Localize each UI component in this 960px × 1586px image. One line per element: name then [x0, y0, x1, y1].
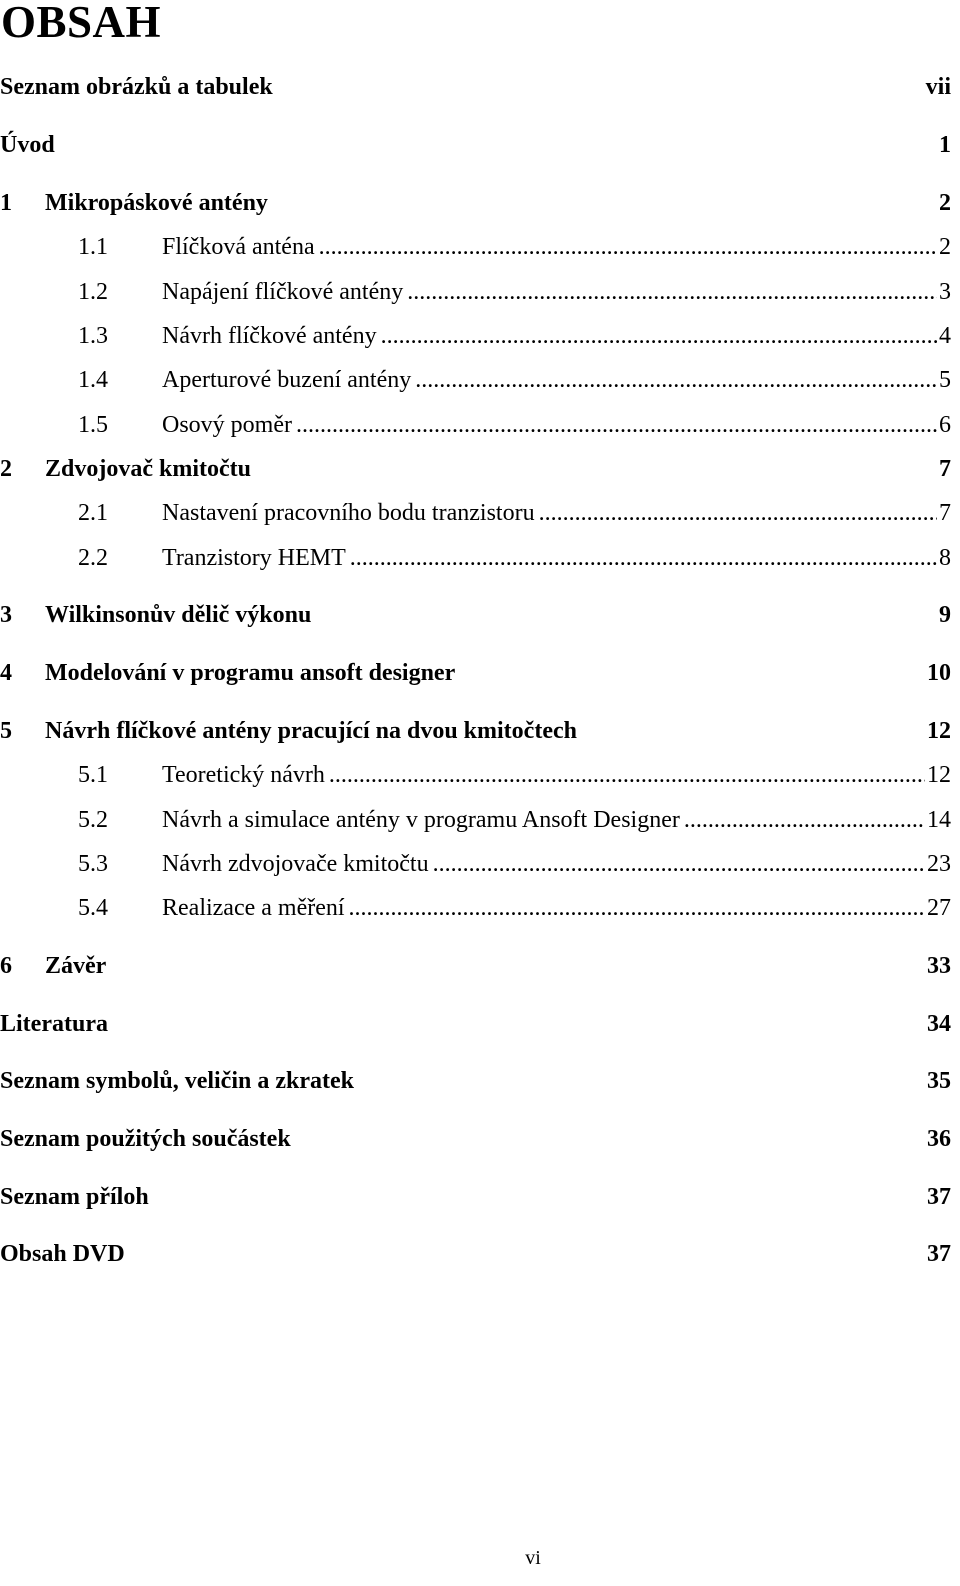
toc-chapter-entry: [0, 188, 951, 218]
toc-entry-title: Mikropáskové antény: [45, 190, 268, 216]
toc-entry-title: Wilkinsonův dělič výkonu: [45, 602, 312, 628]
toc-entry-title: Aperturové buzení antény: [162, 367, 412, 393]
toc-entry-title: Návrh flíčkové antény: [162, 323, 377, 349]
toc-entry-number: 5.1: [78, 762, 108, 788]
toc-chapter-entry: [0, 72, 951, 102]
toc-entry-page: 1: [939, 132, 951, 158]
toc-entry-page: 33: [927, 953, 951, 979]
toc-entry-title: Modelování v programu ansoft designer: [45, 660, 456, 686]
toc-entry-title: Realizace a měření: [162, 895, 345, 921]
toc-entry-page: 6: [939, 412, 951, 438]
toc-entry-title: Návrh a simulace antény v programu Ansoft Designer: [162, 807, 680, 833]
dot-leader: [381, 321, 937, 351]
toc-entry-title: Tranzistory HEMT: [162, 545, 346, 571]
toc-entry-page: vii: [925, 74, 951, 100]
toc-entry-page: 23: [927, 851, 951, 877]
toc-entry-title: Flíčková anténa: [162, 234, 315, 260]
dot-leader: [433, 849, 925, 879]
toc-entry-title: Seznam použitých součástek: [0, 1126, 291, 1152]
toc-chapter-entry: [0, 1182, 951, 1212]
toc-section-entry: [0, 277, 951, 307]
toc-entry-page: 37: [927, 1241, 951, 1267]
dot-leader: [539, 498, 937, 528]
toc-section-entry: [0, 321, 951, 351]
toc-entry-number: 6: [0, 953, 12, 979]
toc-entry-page: 9: [939, 602, 951, 628]
toc-chapter-entry: [0, 1009, 951, 1039]
toc-entry-page: 4: [939, 323, 951, 349]
toc-entry-title: Návrh zdvojovače kmitočtu: [162, 851, 429, 877]
toc-entry-number: 5.3: [78, 851, 108, 877]
toc-entry-page: 36: [927, 1126, 951, 1152]
page-title: OBSAH: [1, 0, 162, 47]
dot-leader: [296, 410, 937, 440]
toc-entry-page: 5: [939, 367, 951, 393]
toc-section-entry: [0, 760, 951, 790]
toc-entry-page: 8: [939, 545, 951, 571]
toc-entry-page: 34: [927, 1011, 951, 1037]
toc-entry-page: 10: [927, 660, 951, 686]
toc-entry-page: 7: [939, 500, 951, 526]
toc-entry-number: 2: [0, 456, 12, 482]
toc-entry-number: 1: [0, 190, 12, 216]
toc-entry-number: 1.1: [78, 234, 108, 260]
toc-section-entry: [0, 365, 951, 395]
toc-entry-title: Literatura: [0, 1011, 108, 1037]
toc-entry-page: 7: [939, 456, 951, 482]
toc-entry-title: Napájení flíčkové antény: [162, 279, 404, 305]
toc-entry-title: Závěr: [45, 953, 107, 979]
toc-entry-title: Seznam obrázků a tabulek: [0, 74, 273, 100]
toc-entry-title: Seznam příloh: [0, 1184, 149, 1210]
dot-leader: [349, 893, 925, 923]
toc-section-entry: [0, 498, 951, 528]
dot-leader: [407, 277, 937, 307]
dot-leader: [319, 232, 937, 262]
toc-section-entry: [0, 849, 951, 879]
toc-chapter-entry: [0, 1239, 951, 1269]
toc-entry-number: 3: [0, 602, 12, 628]
toc-chapter-entry: [0, 600, 951, 630]
toc-section-entry: [0, 543, 951, 573]
toc-chapter-entry: [0, 716, 951, 746]
toc-entry-page: 27: [927, 895, 951, 921]
toc-entry-page: 2: [939, 190, 951, 216]
toc-entry-title: Seznam symbolů, veličin a zkratek: [0, 1068, 354, 1094]
toc-entry-number: 2.2: [78, 545, 108, 571]
toc-entry-page: 2: [939, 234, 951, 260]
toc-entry-number: 1.3: [78, 323, 108, 349]
toc-section-entry: [0, 232, 951, 262]
page-number: vi: [525, 1547, 541, 1569]
toc-section-entry: [0, 893, 951, 923]
toc-chapter-entry: [0, 951, 951, 981]
toc-section-entry: [0, 805, 951, 835]
toc-entry-page: 35: [927, 1068, 951, 1094]
toc-entry-page: 12: [927, 762, 951, 788]
toc-chapter-entry: [0, 1066, 951, 1096]
toc-entry-number: 5: [0, 718, 12, 744]
toc-entry-number: 1.2: [78, 279, 108, 305]
dot-leader: [684, 805, 925, 835]
toc-entry-number: 1.4: [78, 367, 108, 393]
toc-entry-title: Teoretický návrh: [162, 762, 325, 788]
dot-leader: [350, 543, 937, 573]
toc-entry-number: 1.5: [78, 412, 108, 438]
dot-leader: [415, 365, 937, 395]
toc-entry-page: 3: [939, 279, 951, 305]
toc-entry-title: Obsah DVD: [0, 1241, 125, 1267]
toc-chapter-entry: [0, 130, 951, 160]
toc-entry-title: Nastavení pracovního bodu tranzistoru: [162, 500, 535, 526]
toc-chapter-entry: [0, 454, 951, 484]
toc-chapter-entry: [0, 1124, 951, 1154]
toc-entry-title: Návrh flíčkové antény pracující na dvou kmitočtech: [45, 718, 577, 744]
toc-chapter-entry: [0, 658, 951, 688]
toc-entry-page: 37: [927, 1184, 951, 1210]
toc-entry-number: 4: [0, 660, 12, 686]
toc-section-entry: [0, 410, 951, 440]
toc-entry-title: Zdvojovač kmitočtu: [45, 456, 251, 482]
toc-entry-number: 5.2: [78, 807, 108, 833]
toc-entry-number: 5.4: [78, 895, 108, 921]
dot-leader: [329, 760, 925, 790]
toc-entry-number: 2.1: [78, 500, 108, 526]
toc-entry-page: 12: [927, 718, 951, 744]
toc-entry-title: Osový poměr: [162, 412, 292, 438]
toc-entry-page: 14: [927, 807, 951, 833]
toc-entry-title: Úvod: [0, 132, 55, 158]
